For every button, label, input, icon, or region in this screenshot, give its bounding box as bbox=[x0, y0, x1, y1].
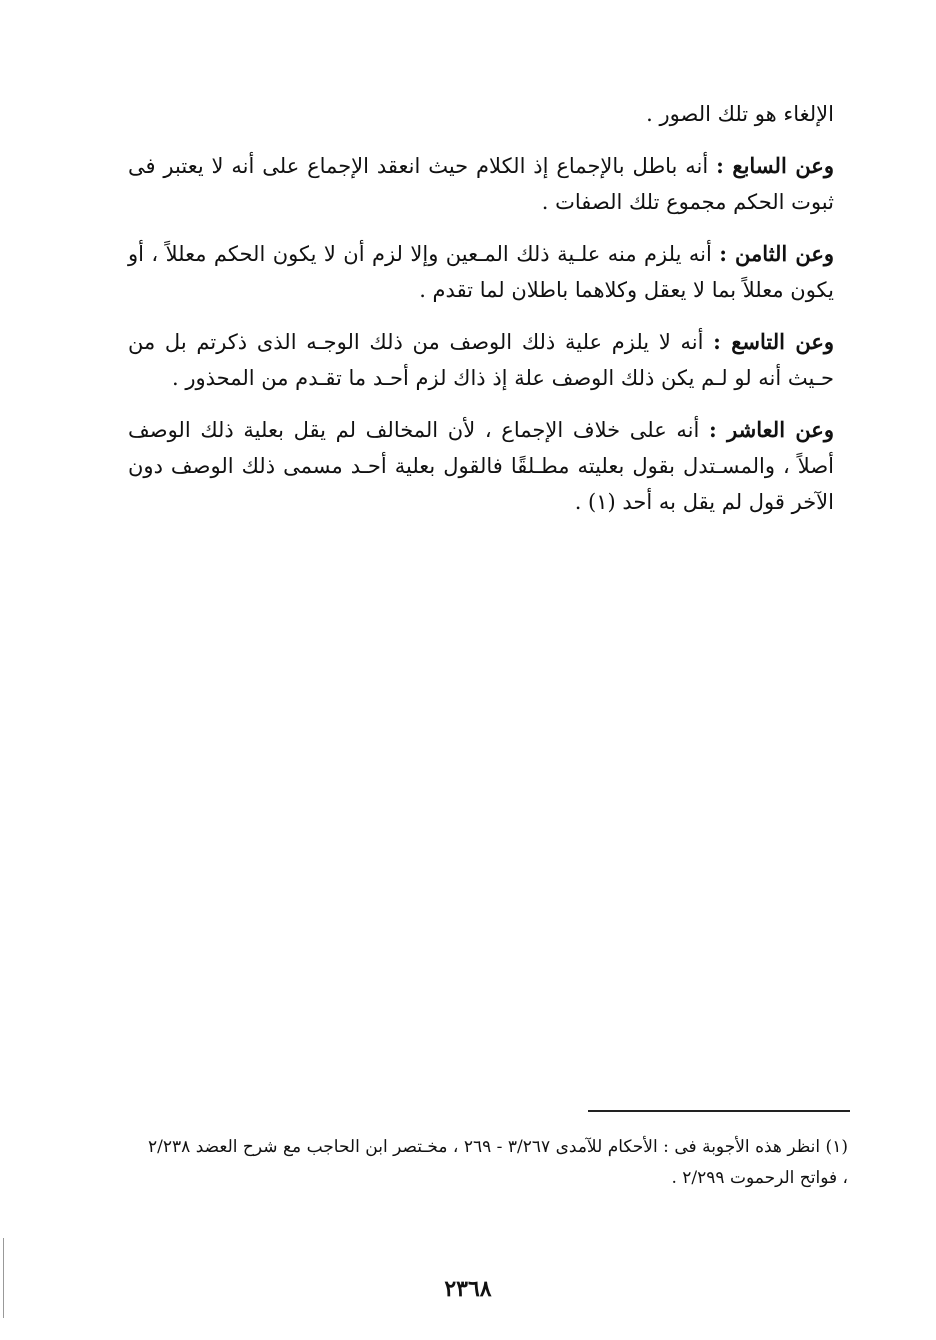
paragraph-lead: وعن السابع : bbox=[716, 153, 834, 178]
paragraph-lead: وعن الثامن : bbox=[719, 241, 834, 266]
paragraph-text: أنه على خلاف الإجماع ، لأن المخالف لم يقل بعلية ذلك الوصف أصلاً ، والمسـتدل بقول بعليته مطـلقًا فالقول بعلية أحـد مسمى ذلك الوصف دون الآخر قول لم يقل به أحد (١) . bbox=[128, 418, 834, 514]
paragraph-text: أنه لا يلزم علية ذلك الوصف من ذلك الوجـه الذى ذكرتم بل من حـيث أنه لو لـم يكن ذلك الوصف علة إذ ذاك لزم أحـد ما تقـدم من المحذور . bbox=[128, 330, 834, 390]
paragraph-tenth bbox=[128, 412, 834, 520]
paragraph-text: أنه يلزم منه علـية ذلك المـعين وإلا لزم أن لا يكون الحكم معللاً ، أو يكون معللاً بما لا يعقل وكلاهما باطلان لما تقدم . bbox=[128, 242, 834, 302]
footnote-text: (١) انظر هذه الأجوبة فى : الأحكام للآمدى ٣/٢٦٧ - ٢٦٩ ، مخـتصر ابن الحاجب مع شرح العضد ٢/٢٣٨ ، فواتح الرحموت ٢/٢٩٩ . bbox=[148, 1137, 848, 1188]
scan-edge-mark bbox=[3, 1238, 4, 1318]
paragraph-text: أنه باطل بالإجماع إذ الكلام حيث انعقد الإجماع على أنه لا يعتبر فى ثبوت الحكم مجموع تلك الصفات . bbox=[128, 154, 834, 214]
paragraph-eighth bbox=[128, 236, 834, 308]
footnote-separator bbox=[588, 1110, 850, 1112]
page-number: ٢٣٦٨ bbox=[444, 1276, 492, 1302]
footnote bbox=[148, 1132, 848, 1194]
paragraph-ninth bbox=[128, 324, 834, 396]
paragraph-lead: وعن التاسع : bbox=[713, 329, 834, 354]
main-text bbox=[128, 96, 834, 520]
intro-line: الإلغاء هو تلك الصور . bbox=[646, 102, 834, 126]
paragraph-lead: وعن العاشر : bbox=[709, 417, 834, 442]
paragraph-seventh bbox=[128, 148, 834, 220]
